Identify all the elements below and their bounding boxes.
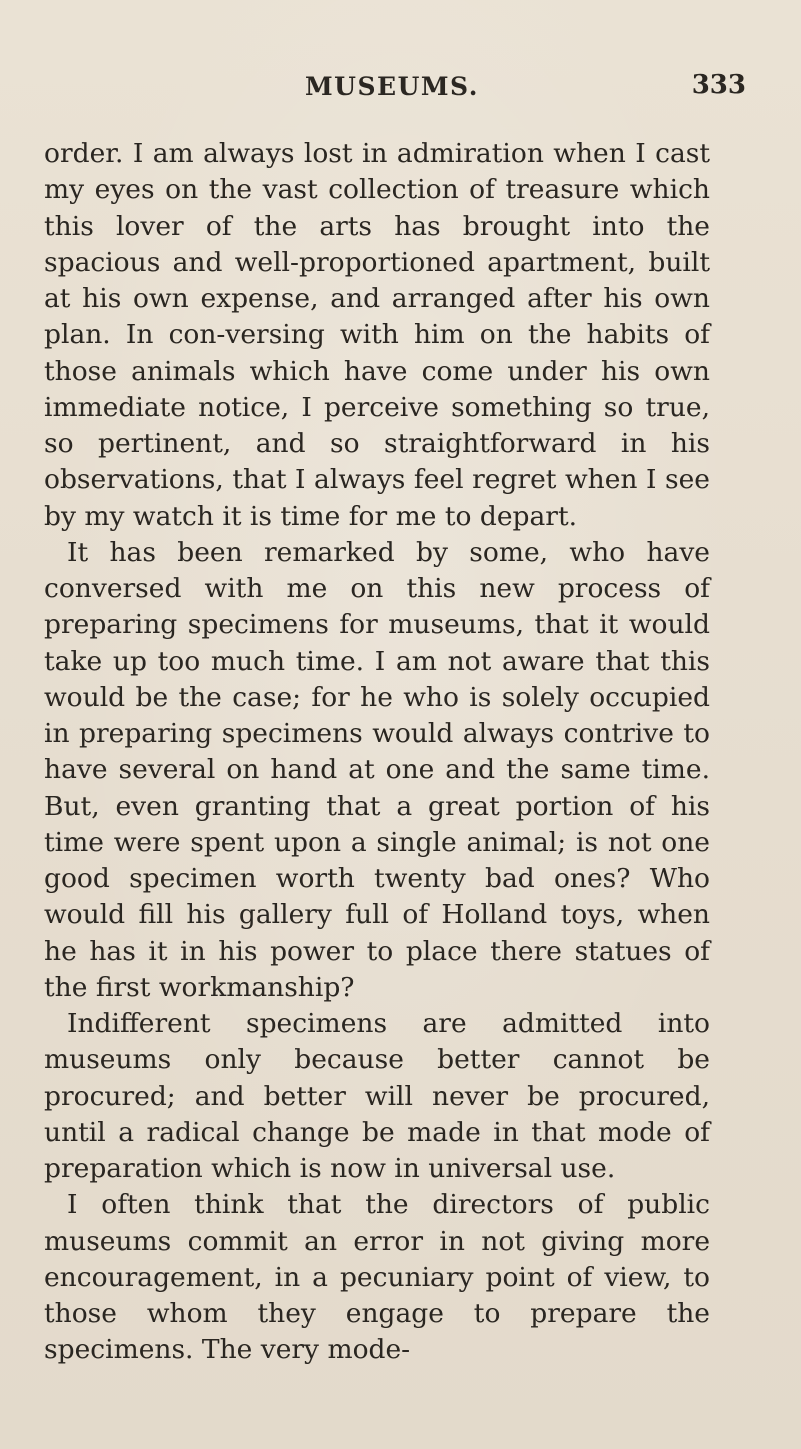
page-number: 333: [691, 70, 746, 100]
running-head: [60, 58, 750, 101]
paragraph-1: order. I am always lost in admiration when I cast my eyes on the vast collection of treasure which this lover of the arts has brought into the spacious and well-proportioned apartment, built at his own expense, and arranged after his own plan. In con-versing with him on the habits of those animals which have come under his own immediate notice, I perceive something so true, so pertinent, and so straightforward in his observations, that I always feel regret when I see by my watch it is time for me to depart.: [44, 138, 710, 532]
paragraph-2: It has been remarked by some, who have conversed with me on this new process of preparing specimens for museums, that it would take up too much time. I am not aware that this would be the case; for he who is solely occupied in preparing specimens would always contrive to have several on hand at one and the same time. But, even granting that a great portion of his time were spent upon a single animal; is not one good specimen worth twenty bad ones? Who would fill his gallery full of Holland toys, when he has it in his power to place there statues of the first workmanship?: [44, 536, 710, 1003]
paragraph-4: I often think that the directors of public museums commit an error in not giving more encouragement, in a pecuniary point of view, to those whom they engage to prepare the specimens. The very mode-: [44, 1189, 710, 1366]
running-head-title: MUSEUMS.: [305, 72, 479, 101]
body-text: [44, 136, 710, 1369]
paragraph-3: Indifferent specimens are admitted into museums only because better cannot be procured; and better will never be procured, until a radical change be made in that mode of preparation which is now in universal use.: [44, 1008, 710, 1184]
